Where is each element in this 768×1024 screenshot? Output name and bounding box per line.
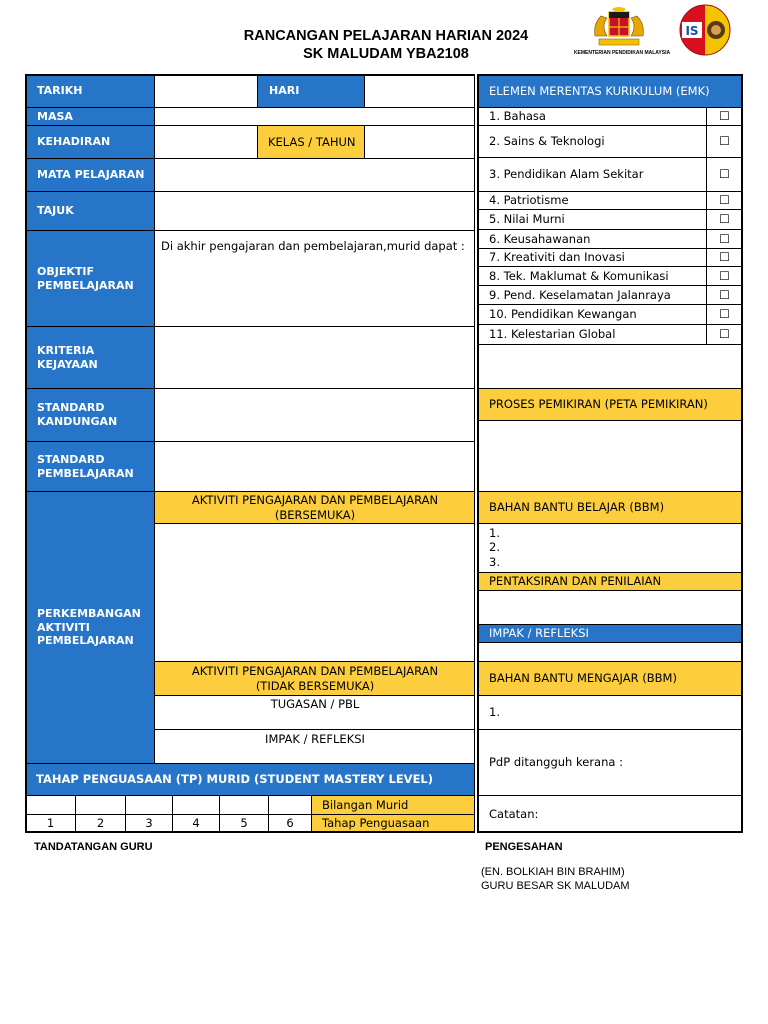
objektif-text: Di akhir pengajaran dan pembelajaran,murid dapat : [161,239,465,253]
impak-refleksi-field[interactable] [478,642,743,662]
hari-label: HARI [257,74,365,108]
bbb-field[interactable] [478,523,743,573]
impak-label: IMPAK / REFLEKSI [265,732,365,746]
emk-item: 4. Patriotisme [478,191,707,210]
emk-item: 1. Bahasa [478,107,707,126]
tandatangan-guru-label: TANDATANGAN GURU [34,841,153,853]
emk-checkbox[interactable]: ☐ [706,125,743,158]
tahap-penguasaan-header: TAHAP PENGUASAAN (TP) MURID (STUDENT MASTERY LEVEL) [25,763,476,796]
objektif-label: OBJEKTIF PEMBELAJARAN [25,230,155,327]
emk-item: 10. Pendidikan Kewangan [478,304,707,325]
proses-pemikiran-field[interactable] [478,420,743,492]
emk-item: 6. Keusahawanan [478,229,707,249]
tajuk-label: TAJUK [25,191,155,231]
emk-checkbox[interactable]: ☐ [706,304,743,325]
emk-item: 9. Pend. Keselamatan Jalanraya [478,285,707,305]
bbb-item: 3. [489,554,500,569]
emk-item: 11. Kelestarian Global [478,324,707,345]
kehadiran-field[interactable] [154,125,258,159]
pentaksiran-header: PENTAKSIRAN DAN PENILAIAN [478,572,743,591]
emk-blank-row[interactable] [478,344,743,389]
emk-checkbox[interactable]: ☐ [706,324,743,345]
emk-item: 7. Kreativiti dan Inovasi [478,248,707,267]
emk-item: 5. Nilai Murni [478,209,707,230]
tp-count-cell-5[interactable] [219,795,269,815]
bbm-header: BAHAN BANTU MENGAJAR (BBM) [478,661,743,696]
emk-checkbox[interactable]: ☐ [706,209,743,230]
emk-checkbox[interactable]: ☐ [706,248,743,267]
emk-checkbox[interactable]: ☐ [706,285,743,305]
pdp-ditangguh-label: PdP ditangguh kerana : [489,755,623,770]
emk-header: ELEMEN MERENTAS KURIKULUM (EMK) [478,74,743,108]
headmaster-name: (EN. BOLKIAH BIN BRAHIM) [481,866,625,878]
impak-refleksi-header: IMPAK / REFLEKSI [478,624,743,643]
aktiviti-bersemuka-header: AKTIVITI PENGAJARAN DAN PEMBELAJARAN (BERSEMUKA) [154,491,476,524]
tp-number: 2 [75,814,126,833]
tp-number: 3 [125,814,173,833]
perkembangan-label: PERKEMBANGAN AKTIVITI PEMBELAJARAN [25,491,155,764]
kelas-label: KELAS / TAHUN [257,125,365,159]
pdp-ditangguh-field[interactable] [478,729,743,796]
page-title: RANCANGAN PELAJARAN HARIAN 2024 [243,28,529,44]
standard-kandungan-label: STANDARD KANDUNGAN [25,388,155,442]
bbb-item: 1. [489,526,500,540]
tugasan-field[interactable] [154,695,476,730]
tahap-penguasaan-label: Tahap Penguasaan [311,814,476,833]
masa-field[interactable] [154,107,476,126]
emk-checkbox[interactable]: ☐ [706,191,743,210]
proses-pemikiran-header: PROSES PEMIKIRAN (PETA PEMIKIRAN) [478,388,743,421]
objektif-field[interactable] [154,230,476,327]
hari-field[interactable] [364,74,476,108]
kriteria-field[interactable] [154,326,476,389]
emk-item: 8. Tek. Maklumat & Komunikasi [478,266,707,286]
tp-number: 1 [25,814,76,833]
bbb-header: BAHAN BANTU BELAJAR (BBM) [478,491,743,524]
tp-count-cell-2[interactable] [75,795,126,815]
tp-count-cell-1[interactable] [25,795,76,815]
tp-count-cell-3[interactable] [125,795,173,815]
coat-of-arms-icon [589,6,649,50]
emk-checkbox[interactable]: ☐ [706,107,743,126]
standard-kandungan-field[interactable] [154,388,476,442]
kelas-field[interactable] [364,125,476,159]
tarikh-field[interactable] [154,74,258,108]
masa-label: MASA [25,107,155,126]
tp-count-cell-4[interactable] [172,795,220,815]
headmaster-title: GURU BESAR SK MALUDAM [481,880,630,892]
bbb-item: 2. [489,540,500,555]
mata-pelajaran-label: MATA PELAJARAN [25,158,155,192]
ministry-label: KEMENTERIAN PENDIDIKAN MALAYSIA [573,50,671,56]
impak-field[interactable] [154,729,476,764]
tp-number: 5 [219,814,269,833]
tp-count-cell-6[interactable] [268,795,312,815]
column-divider [474,74,478,833]
kriteria-label: KRITERIA KEJAYAAN [25,326,155,389]
aktiviti-tidak-bersemuka-header: AKTIVITI PENGAJARAN DAN PEMBELAJARAN (TIDAK BERSEMUKA) [154,661,476,696]
mata-pelajaran-field[interactable] [154,158,476,192]
tp-number: 6 [268,814,312,833]
emk-checkbox[interactable]: ☐ [706,229,743,249]
standard-pembelajaran-field[interactable] [154,441,476,492]
kehadiran-label: KEHADIRAN [25,125,155,159]
bbm-item: 1. [489,705,500,720]
catatan-field[interactable] [478,795,743,833]
emk-checkbox[interactable]: ☐ [706,157,743,192]
tarikh-label: TARIKH [25,74,155,108]
bbm-field[interactable] [478,695,743,730]
school-logo-text: IS [685,24,699,38]
bilangan-murid-label: Bilangan Murid [311,795,476,815]
tugasan-label: TUGASAN / PBL [270,697,360,711]
school-logo-icon [678,4,732,56]
emk-item: 3. Pendidikan Alam Sekitar [478,157,707,192]
aktiviti-bersemuka-field[interactable] [154,523,476,662]
pengesahan-label: PENGESAHAN [485,841,563,853]
tajuk-field[interactable] [154,191,476,231]
page-subtitle: SK MALUDAM YBA2108 [303,46,469,62]
standard-pembelajaran-label: STANDARD PEMBELAJARAN [25,441,155,492]
tp-number: 4 [172,814,220,833]
emk-item: 2. Sains & Teknologi [478,125,707,158]
emk-checkbox[interactable]: ☐ [706,266,743,286]
catatan-label: Catatan: [489,806,539,821]
pentaksiran-field[interactable] [478,590,743,625]
